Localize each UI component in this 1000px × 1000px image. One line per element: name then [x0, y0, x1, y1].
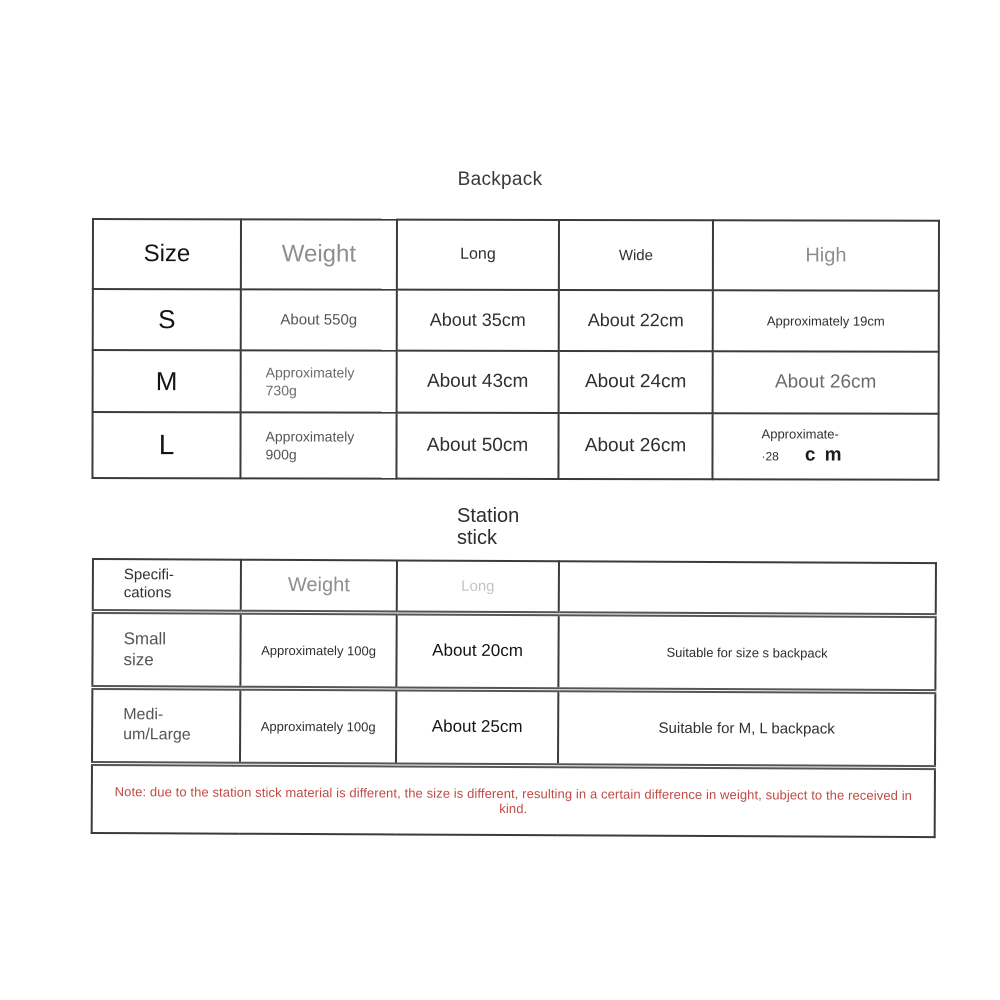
spec-line-1: Small — [123, 628, 167, 649]
backpack-size-table — [91, 218, 940, 481]
spec-line-2: um/Large — [123, 726, 191, 744]
cell-medium-suitability: Suitable for M, L backpack — [558, 689, 935, 767]
station-header-row — [93, 559, 936, 615]
header-suitability-empty — [559, 561, 936, 615]
cell-small-weight: Approximately 100g — [240, 612, 396, 689]
high-line-2 — [761, 443, 933, 467]
spec-header-line-1: Specifi- — [123, 565, 174, 583]
header-specifications — [93, 559, 241, 612]
station-stick-title — [457, 505, 519, 549]
header-size: Size — [93, 219, 241, 289]
cell-m-high: About 26cm — [713, 351, 939, 413]
cell-l-high-text — [717, 426, 933, 467]
header-weight: Weight — [241, 560, 397, 613]
header-long: Long — [397, 220, 559, 290]
cell-m-size: M — [93, 350, 241, 412]
cell-medium-weight: Approximately 100g — [240, 688, 396, 765]
header-weight: Weight — [241, 219, 397, 289]
station-row-medium-large — [92, 687, 935, 767]
header-high: High — [713, 220, 939, 290]
cell-m-long: About 43cm — [397, 351, 559, 413]
cell-small-long: About 20cm — [396, 612, 558, 689]
cell-m-weight — [241, 350, 397, 412]
station-title-line-1: Station — [457, 505, 520, 527]
spec-line-1: Medi- — [123, 706, 164, 724]
cell-medium-spec — [92, 687, 240, 764]
cell-small-spec — [92, 611, 240, 688]
backpack-table-title: Backpack — [457, 169, 543, 190]
spec-line-2: size — [123, 650, 154, 670]
cell-s-high: Approximately 19cm — [713, 290, 939, 351]
cell-l-weight — [240, 412, 396, 478]
station-note-row — [92, 763, 935, 837]
header-wide: Wide — [559, 220, 713, 290]
backpack-header-row — [93, 219, 939, 291]
weight-line-1: Approximately — [265, 428, 355, 445]
header-long: Long — [397, 560, 559, 613]
cell-s-long: About 35cm — [397, 290, 559, 351]
high-line-1: Approximate- — [761, 425, 839, 442]
high-value: ·28 — [761, 449, 779, 464]
cell-l-size: L — [92, 412, 240, 478]
cell-l-high — [712, 413, 938, 479]
cell-s-wide: About 22cm — [559, 290, 713, 351]
note-text: Note: due to the station stick material is different, the size is different, resulting in a certain difference in weight, subject to the received in kind. — [92, 763, 935, 837]
backpack-row-m — [93, 350, 939, 414]
weight-line-2: 900g — [265, 446, 297, 463]
cell-m-wide: About 24cm — [559, 351, 713, 413]
spec-header-line-2: cations — [123, 584, 172, 602]
cell-s-weight: About 550g — [241, 289, 397, 350]
cell-s-size: S — [93, 289, 241, 350]
cell-small-suitability: Suitable for size s backpack — [558, 613, 935, 691]
station-stick-table-container — [91, 558, 937, 838]
weight-line-1: Approximately — [265, 364, 355, 381]
cell-l-long: About 50cm — [396, 413, 558, 479]
backpack-table-container — [91, 218, 940, 481]
backpack-row-l — [92, 412, 938, 480]
high-unit: c m — [804, 444, 844, 466]
station-row-small — [92, 611, 935, 691]
station-stick-table — [91, 558, 937, 838]
cell-l-wide: About 26cm — [558, 413, 712, 479]
backpack-row-s — [93, 289, 939, 352]
weight-line-2: 730g — [265, 382, 297, 399]
station-title-line-2: stick — [457, 527, 497, 549]
cell-medium-long: About 25cm — [396, 688, 558, 765]
